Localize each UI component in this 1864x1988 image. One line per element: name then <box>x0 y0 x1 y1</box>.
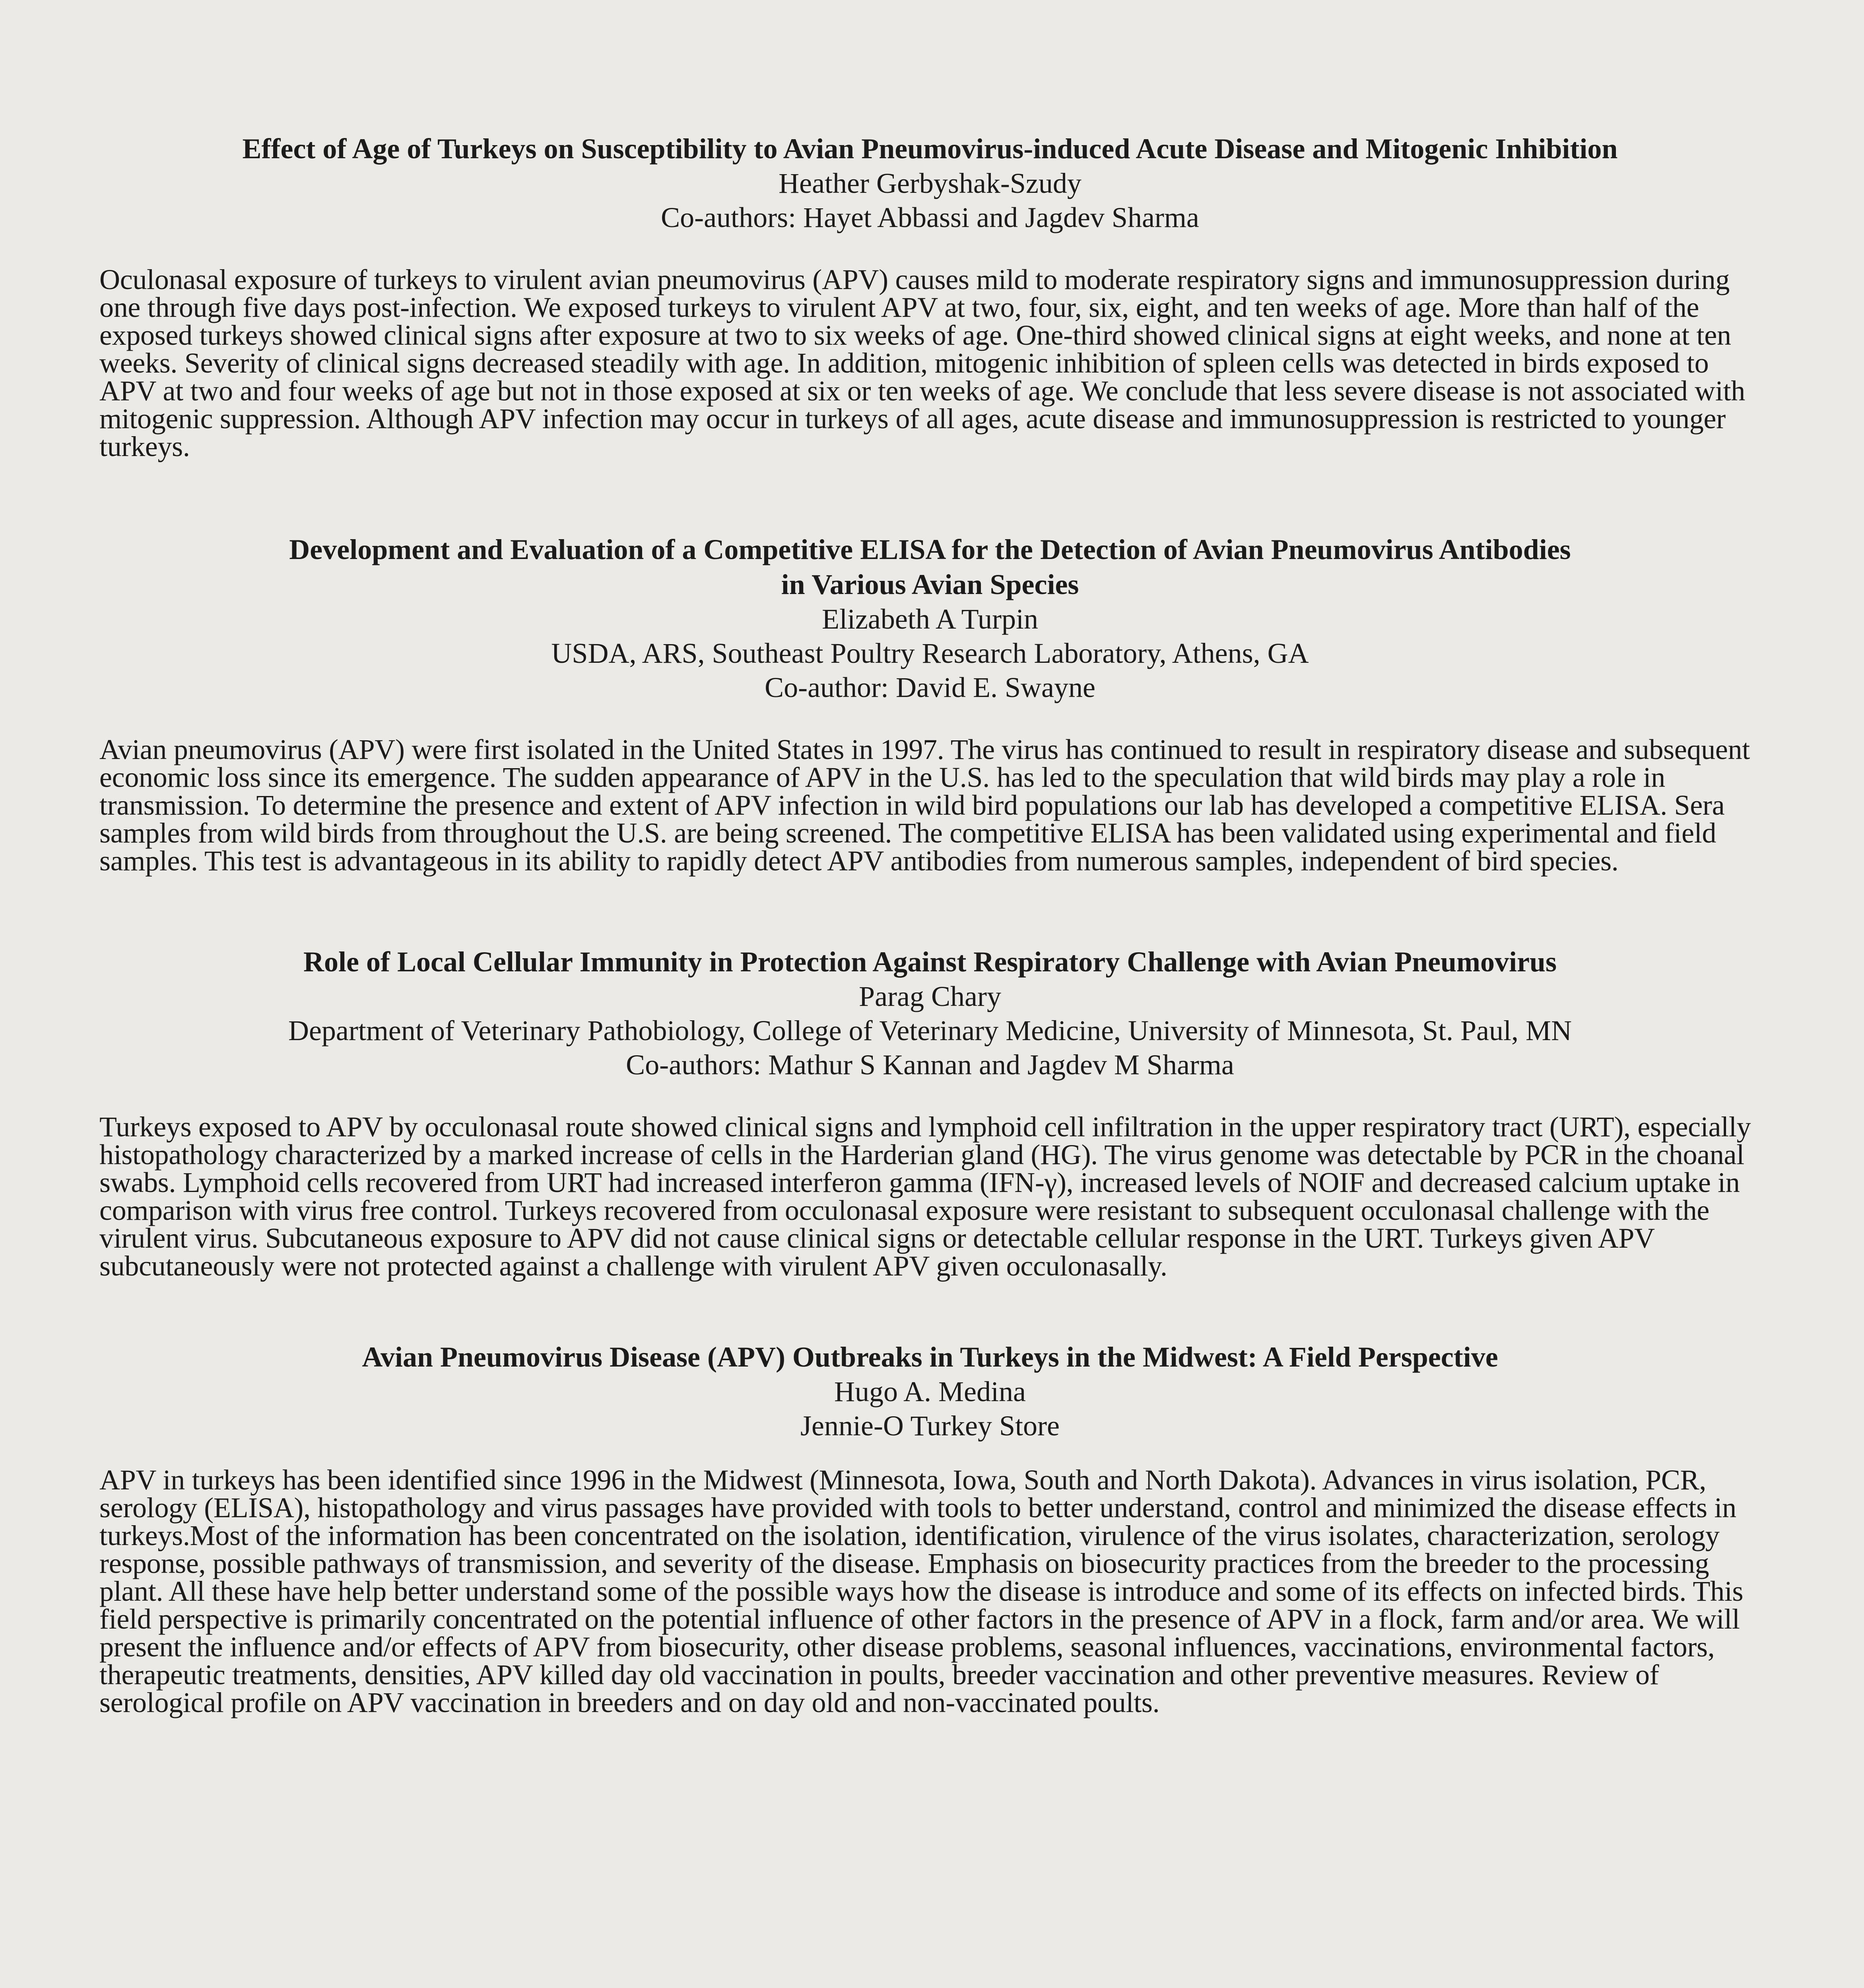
abstract-competitive-elisa <box>99 532 1761 875</box>
abstract-age-susceptibility <box>99 131 1761 460</box>
abstract-body: Oculonasal exposure of turkeys to virulent avian pneumovirus (APV) causes mild to moderate respiratory signs and immunosuppression during one through five days post-infection. We exposed turkeys to virulent APV at two, four, six, eight, and ten weeks of age. More than half of the exposed turkeys showed clinical signs after exposure at two to six weeks of age. One-third showed clinical signs at eight weeks, and none at ten weeks. Severity of clinical signs decreased steadily with age. In addition, mitogenic inhibition of spleen cells was detected in birds exposed to APV at two and four weeks of age but not in those exposed at six or ten weeks of age. We conclude that less severe disease is not associated with mitogenic suppression. Although APV infection may occur in turkeys of all ages, acute disease and immunosuppression is restricted to younger turkeys. <box>99 264 1745 462</box>
abstract-title-line-1: Development and Evaluation of a Competitive ELISA for the Detection of Avian Pneumovirus Antibodies <box>289 534 1571 565</box>
abstract-title-line-2: in Various Avian Species <box>781 569 1079 600</box>
abstract-coauthors: Co-authors: Mathur S Kannan and Jagdev M Sharma <box>626 1049 1234 1081</box>
abstract-title: Effect of Age of Turkeys on Susceptibility to Avian Pneumovirus-induced Acute Disease and Mitogenic Inhibition <box>242 133 1618 165</box>
abstract-body: Avian pneumovirus (APV) were first isolated in the United States in 1997. The virus has continued to result in respiratory disease and subsequent economic loss since its emergence. The sudden appearance of APV in the U.S. has led to the speculation that wild birds may play a role in transmission. To determine the presence and extent of APV infection in wild bird populations our lab has developed a competitive ELISA. Sera samples from wild birds from throughout the U.S. are being screened. The competitive ELISA has been validated using experimental and field samples. This test is advantageous in its ability to rapidly detect APV antibodies from numerous samples, independent of bird species. <box>99 734 1750 877</box>
abstract-affiliation: USDA, ARS, Southeast Poultry Research Laboratory, Athens, GA <box>551 637 1309 669</box>
abstract-coauthors: Co-author: David E. Swayne <box>765 672 1095 703</box>
abstract-affiliation: Jennie-O Turkey Store <box>800 1410 1060 1442</box>
abstract-affiliation: Department of Veterinary Pathobiology, College of Veterinary Medicine, University of Minnesota, St. Paul, MN <box>288 1015 1572 1046</box>
abstract-author: Hugo A. Medina <box>834 1376 1026 1408</box>
abstract-title: Role of Local Cellular Immunity in Protection Against Respiratory Challenge with Avian Pneumovirus <box>303 946 1557 978</box>
abstract-midwest-field-perspective <box>99 1340 1761 1716</box>
abstract-body: Turkeys exposed to APV by occulonasal route showed clinical signs and lymphoid cell infiltration in the upper respiratory tract (URT), especially histopathology characterized by a marked increase of cells in the Harderian gland (HG). The virus genome was detectable by PCR in the choanal swabs. Lymphoid cells recovered from URT had increased interferon gamma (IFN-γ), increased levels of NOIF and decreased calcium uptake in comparison with virus free control. Turkeys recovered from occulonasal exposure were resistant to subsequent occulonasal challenge with the virulent virus. Subcutaneous exposure to APV did not cause clinical signs or detectable cellular response in the URT. Turkeys given APV subcutaneously were not protected against a challenge with virulent APV given occulonasally. <box>99 1111 1751 1282</box>
abstract-author: Heather Gerbyshak-Szudy <box>779 167 1082 199</box>
abstract-local-cellular-immunity <box>99 944 1761 1280</box>
abstract-author: Parag Chary <box>859 980 1001 1012</box>
abstract-author: Elizabeth A Turpin <box>821 603 1039 635</box>
abstract-coauthors: Co-authors: Hayet Abbassi and Jagdev Sharma <box>661 202 1199 233</box>
abstract-title: Avian Pneumovirus Disease (APV) Outbreaks in Turkeys in the Midwest: A Field Perspective <box>362 1341 1498 1373</box>
abstract-body: APV in turkeys has been identified since 1996 in the Midwest (Minnesota, Iowa, South and North Dakota). Advances in virus isolation, PCR, serology (ELISA), histopathology and virus passages have provided with tools to better understand, control and minimized the disease effects in turkeys.Most of the information has been concentrated on the isolation, identification, virulence of the virus isolates, characterization, serology response, possible pathways of transmission, and severity of the disease. Emphasis on biosecurity practices from the breeder to the processing plant. All these have help better understand some of the possible ways how the disease is introduce and some of its effects on infected birds. This field perspective is primarily concentrated on the potential influence of other factors in the presence of APV in a flock, farm and/or area. We will present the influence and/or effects of APV from biosecurity, other disease problems, seasonal influences, vaccinations, environmental factors, therapeutic treatments, densities, APV killed day old vaccination in poults, breeder vaccination and other preventive measures. Review of serological profile on APV vaccination in breeders and on day old and non-vaccinated poults. <box>99 1464 1744 1718</box>
